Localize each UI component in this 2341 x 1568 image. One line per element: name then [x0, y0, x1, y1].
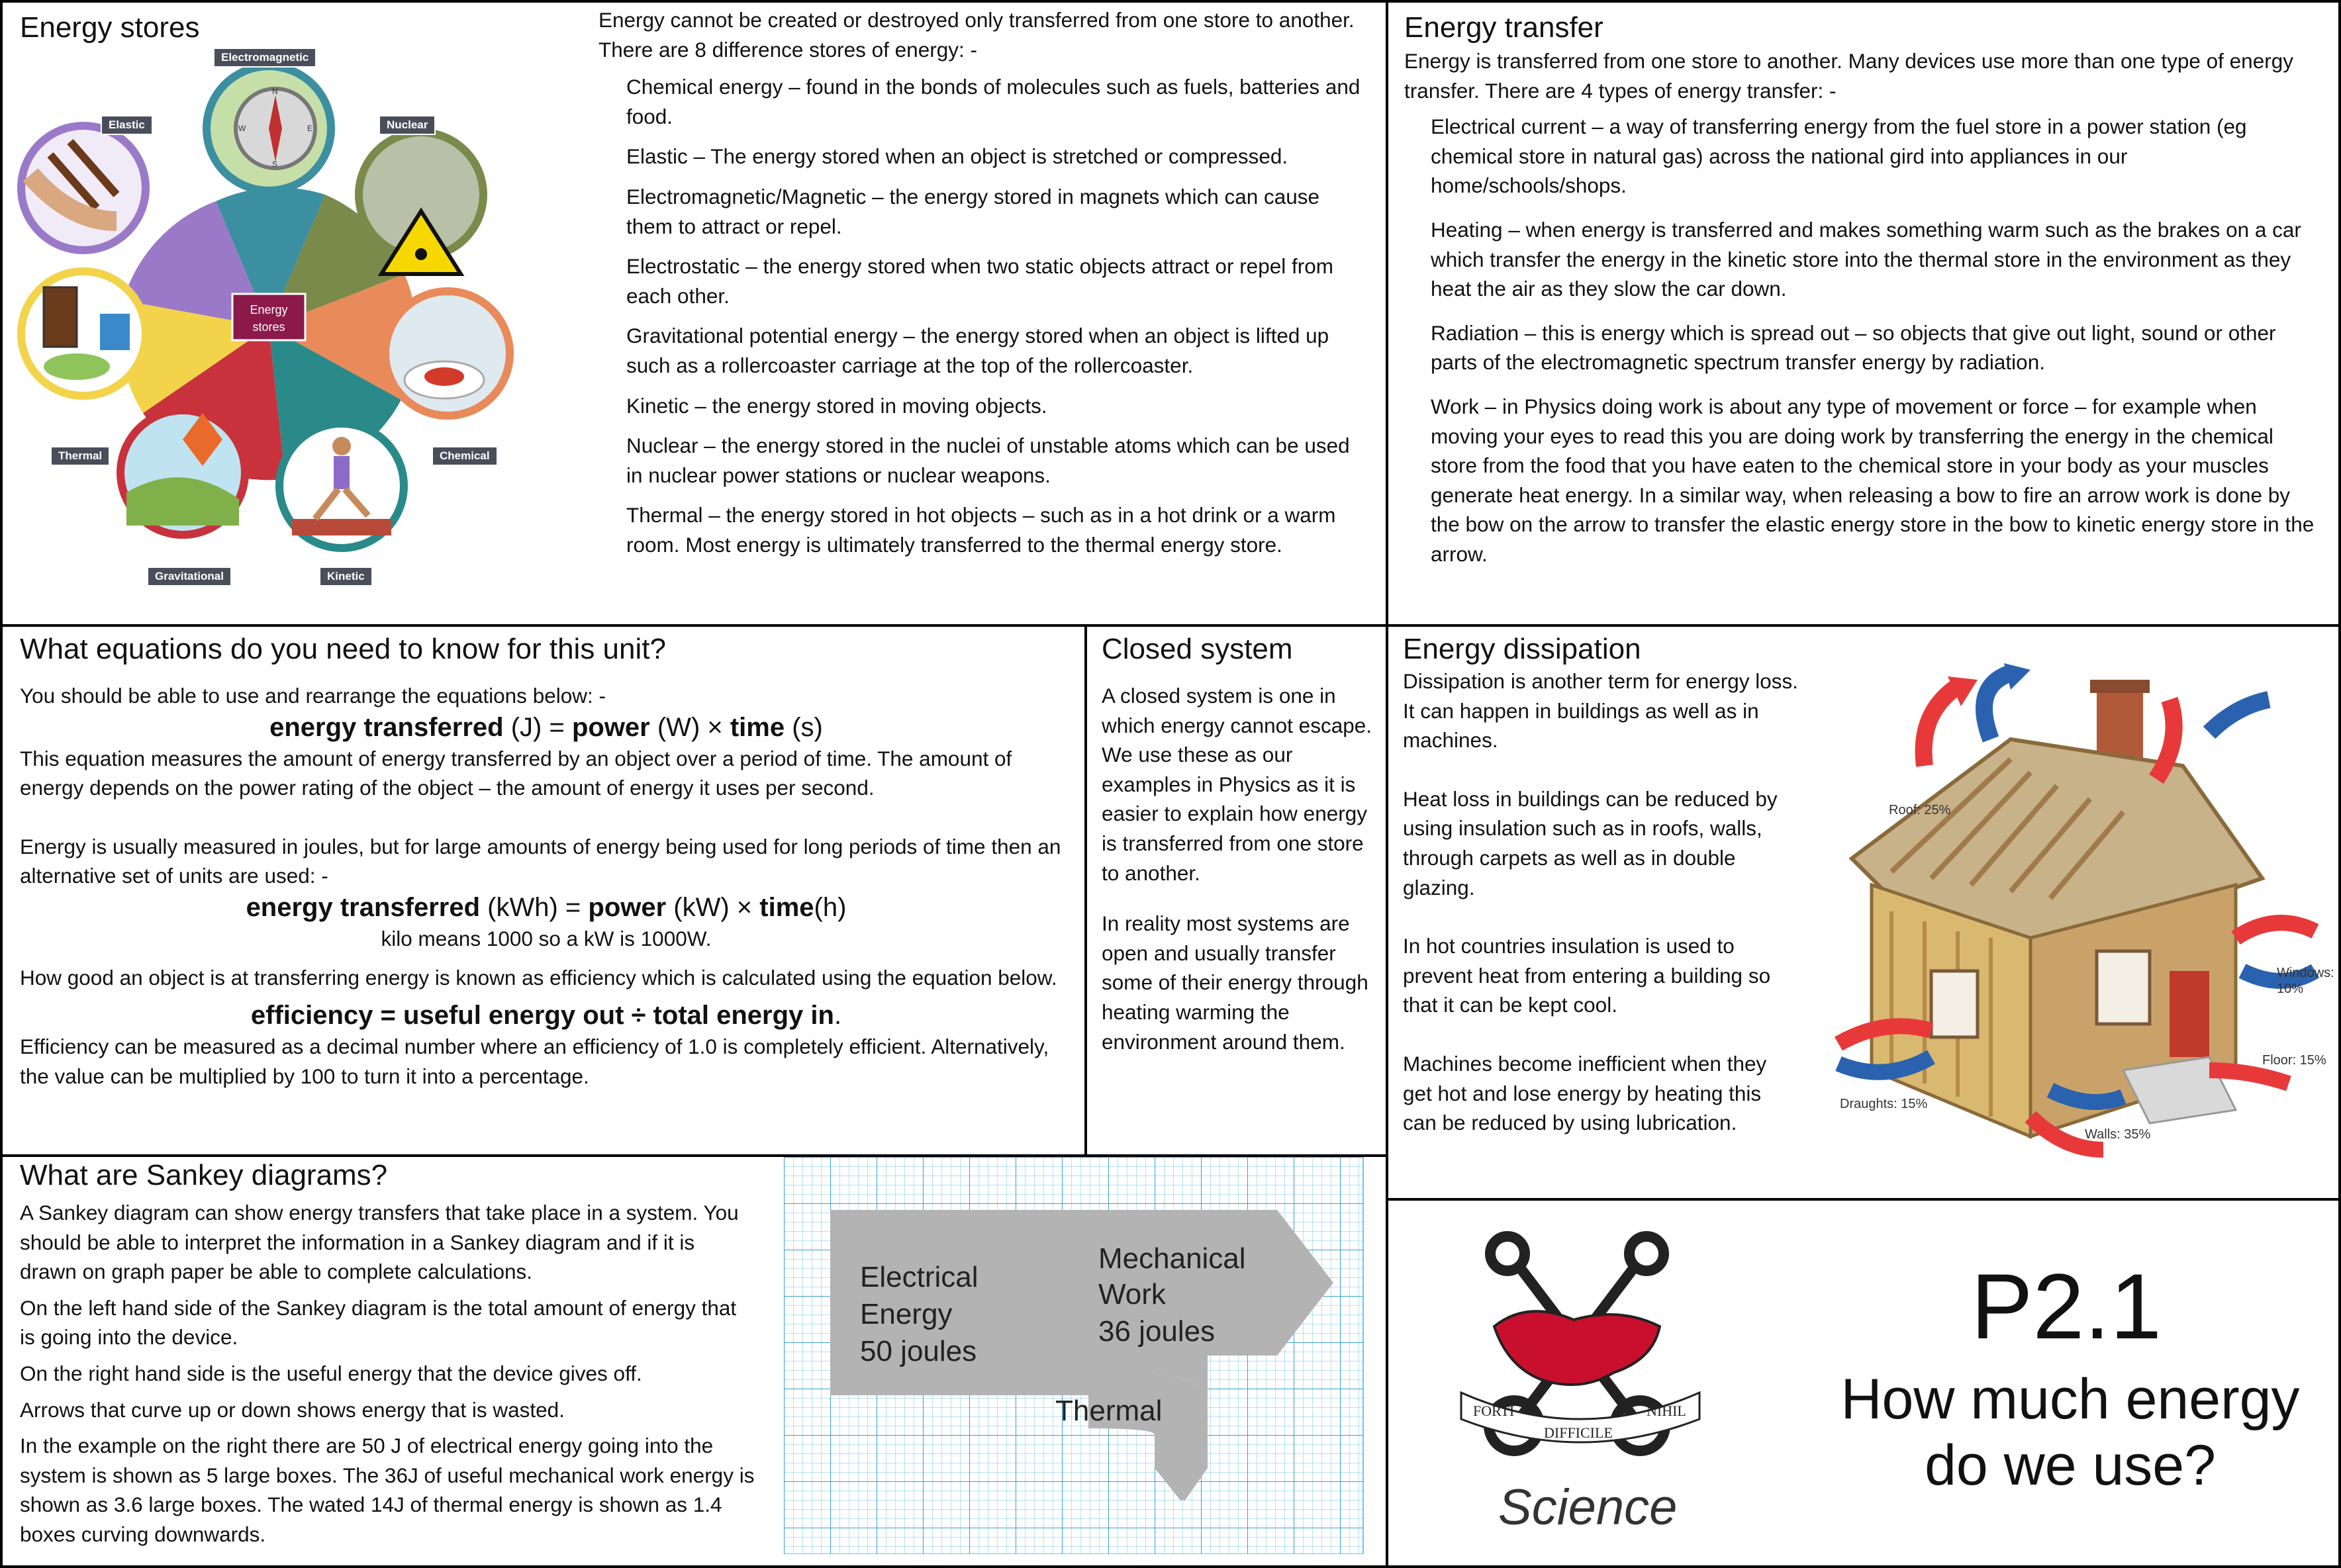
dissipation-p2: Heat loss in buildings can be reduced by using insulation such as in roofs, walls, through carpets as well as in double glazing.	[1403, 786, 1778, 899]
svg-text:S: S	[272, 160, 278, 169]
sankey-output-l1: Mechanical	[1098, 1242, 1246, 1275]
unit-question-l2: do we use?	[1925, 1434, 2216, 1497]
label-nuclear: Nuclear	[379, 115, 436, 135]
transfer-item-work: Work – in Physics doing work is about any type of movement or force – for example when moving your eyes to read this you are doing work by transferring the energy in the chemical store from the food that you have eaten to the chemical store in your body as your muscles generate heat energy. In a similar way, when releasing a bow to fire an arrow work is done by the bow on the arrow to transfer the elastic energy store in the bow to kinetic energy store in the arrow.	[1431, 394, 2315, 566]
efficiency-intro: How good an object is at transferring energy is known as efficiency which is calculated using the equation below.	[20, 965, 1057, 990]
store-item-electrostatic: Electrostatic – the energy stored when two static objects attract or repel from each other.	[626, 254, 1333, 308]
energy-transfer-title: Energy transfer	[1404, 11, 1603, 44]
transfer-item-heating: Heating – when energy is transferred and makes something warm such as the brakes on a car which transfer the energy in the kinetic store into the thermal store in the environment as they heat the air as they slow the car down.	[1431, 217, 2301, 301]
energy-transfer-text	[1404, 46, 2324, 569]
red-lion-icon	[1494, 1311, 1660, 1385]
house-label-roof: Roof: 25%	[1889, 803, 1951, 817]
sankey-output-l2: Work	[1098, 1278, 1166, 1311]
house-window-left	[1931, 971, 1978, 1037]
equations-title: What equations do you need to know for this unit?	[20, 633, 666, 665]
sankey-text	[20, 1198, 755, 1549]
energy-stores-title: Energy stores	[20, 11, 200, 44]
sankey-input-l3: 50 joules	[860, 1335, 977, 1367]
label-electromagnetic: Electromagnetic	[213, 48, 316, 68]
svg-text:Energy: Energy	[250, 303, 288, 316]
sankey-p1: A Sankey diagram can show energy transfers that take place in a system. You should be able to interpret the information in a Sankey diagram and if it is drawn on graph paper be able to complete calculations.	[20, 1201, 739, 1284]
energy-stores-panel	[3, 3, 1386, 624]
windows-arrow-red	[2236, 923, 2315, 938]
energy-transfer-list	[1431, 112, 2324, 569]
energy-stores-text	[598, 5, 1366, 560]
house-window-right	[2097, 951, 2150, 1024]
svg-text:stores: stores	[252, 320, 285, 334]
store-item-electromagnetic: Electromagnetic/Magnetic – the energy stored in magnets which can cause them to attract or repel.	[626, 184, 1320, 238]
sankey-input-l2: Energy	[860, 1298, 953, 1330]
store-item-kinetic: Kinetic – the energy stored in moving objects.	[626, 393, 1047, 418]
energy-stores-list	[626, 72, 1366, 559]
soup-bowl-icon	[44, 353, 110, 380]
sankey-diagram	[784, 1157, 1366, 1554]
kwh-intro: Energy is usually measured in joules, but for large amounts of energy being used for long periods of time then an alternative set of units are used: -	[20, 834, 1061, 888]
dissipation-p1: Dissipation is another term for energy loss. It can happen in buildings as well as in machines.	[1403, 669, 1799, 753]
dissipation-p4: Machines become inefficient when they get hot and lose energy by heating this can be reduced by using lubrication.	[1403, 1051, 1767, 1135]
house-door	[2170, 971, 2209, 1057]
sankey-waste-label: Thermal	[1055, 1395, 1163, 1427]
svg-text:E: E	[307, 124, 313, 133]
equation-energy-power-time: energy transferred (J) = power (W) × time (s)	[269, 712, 823, 742]
house-label-windows-1: Windows:	[2277, 966, 2334, 980]
sankey-p4: Arrows that curve up or down shows energy that is wasted.	[20, 1397, 565, 1422]
equation-efficiency: efficiency = useful energy out ÷ total energy in.	[250, 1001, 842, 1031]
cover-panel	[1388, 1201, 2338, 1565]
label-chemical: Chemical	[432, 446, 498, 466]
chimney-arrow-red	[2156, 700, 2174, 779]
house-label-floor: Floor: 15%	[2262, 1053, 2326, 1068]
unit-code: P2.1	[1971, 1254, 2162, 1358]
school-crest-logo	[1448, 1227, 1713, 1492]
efficiency-explanation: Efficiency can be measured as a decimal number where an efficiency of 1.0 is completely efficient. Alternatively, the value can be multiplied by 100 to turn it into a percentage.	[20, 1035, 1049, 1088]
sankey-output-l3: 36 joules	[1098, 1315, 1216, 1348]
sankey-p2: On the left hand side of the Sankey diagram is the total amount of energy that is going into the device.	[20, 1295, 737, 1350]
sankey-p3: On the right hand side is the useful energy that the device gives off.	[20, 1361, 642, 1385]
energy-stores-wheel	[16, 42, 546, 592]
house-label-draughts: Draughts: 15%	[1840, 1097, 1928, 1111]
store-item-gravitational: Gravitational potential energy – the energy stored when an object is lifted up such as a rollercoaster carriage at the top of the rollercoaster.	[626, 324, 1329, 377]
dissipation-text	[1403, 667, 1800, 1138]
store-item-elastic: Elastic – The energy stored when an object is stretched or compressed.	[626, 144, 1288, 169]
energy-transfer-intro: Energy is transferred from one store to another. Many devices use more than one type of energy transfer. There are 4 types of energy transfer: -	[1404, 49, 2293, 103]
closed-system-panel	[1087, 627, 1386, 1154]
svg-text:NIHIL: NIHIL	[1647, 1403, 1686, 1419]
closed-system-text	[1102, 681, 1380, 1056]
cafetiere-icon	[44, 287, 77, 347]
outer-border-bottom	[0, 1565, 2341, 1568]
store-item-thermal: Thermal – the energy stored in hot objects – such as in a hot drink or a warm room. Most energy is ultimately transferred to the thermal energy store.	[626, 503, 1336, 557]
closed-system-p2: In reality most systems are open and usually transfer some of their energy through heating warming the environment around them.	[1102, 911, 1368, 1054]
subject-label: Science	[1498, 1479, 1678, 1536]
outer-border-right	[2338, 0, 2341, 1568]
transfer-item-electrical: Electrical current – a way of transferring energy from the fuel store in a power station (eg chemical store in natural gas) across the national gird into appliances in our home/schools/shops.	[1431, 115, 2247, 198]
svg-text:N: N	[272, 87, 278, 96]
energy-stores-intro2: There are 8 difference stores of energy: -	[598, 37, 977, 62]
closed-system-p1: A closed system is one in which energy cannot escape. We use these as our examples in Physics as it is easier to explain how energy is transferred from one store to another.	[1102, 684, 1372, 885]
label-thermal: Thermal	[50, 446, 110, 466]
runner-head	[332, 437, 351, 455]
sankey-panel	[3, 1157, 1386, 1565]
sankey-title: What are Sankey diagrams?	[20, 1159, 388, 1191]
store-item-chemical: Chemical energy – found in the bonds of molecules such as fuels, batteries and food.	[626, 75, 1361, 128]
chimney-arrow-blue	[2209, 700, 2269, 733]
unit-question-l1: How much energy	[1840, 1367, 2300, 1431]
energy-stores-intro1: Energy cannot be created or destroyed only transferred from one store to another.	[598, 8, 1355, 32]
dissipation-p3: In hot countries insulation is used to prevent heat from entering a building so that it can be kept cool.	[1403, 934, 1771, 1017]
house-label-walls: Walls: 35%	[2085, 1127, 2151, 1142]
store-item-nuclear: Nuclear – the energy stored in the nuclei of unstable atoms which can be used in nuclear power stations or nuclear weapons.	[626, 434, 1350, 487]
equation1-explanation: This equation measures the amount of energy transferred by an object over a period of time. The amount of energy depends on the power rating of the object – the amount of energy it uses per second.	[20, 746, 1012, 800]
dissipation-title: Energy dissipation	[1403, 633, 1641, 665]
label-gravitational: Gravitational	[147, 567, 232, 586]
transfer-item-radiation: Radiation – this is energy which is spread out – so objects that give out light, sound or other parts of the electromagnetic spectrum transfer energy by radiation.	[1431, 320, 2276, 375]
svg-text:DIFFICILE: DIFFICILE	[1544, 1424, 1613, 1441]
equations-panel	[3, 627, 1084, 1154]
equations-intro: You should be able to use and rearrange the equations below: -	[20, 684, 606, 708]
svg-text:W: W	[238, 124, 246, 133]
dissipation-panel	[1388, 627, 2338, 1198]
sankey-p5: In the example on the right there are 50 J of electrical energy going into the system is shown as 5 large boxes. The 36J of useful mechanical work energy is shown as 3.6 large boxes. The wated 14J of thermal energy is shown as 1.4 boxes curving downwards.	[20, 1434, 755, 1546]
kilo-note: kilo means 1000 so a kW is 1000W.	[381, 926, 712, 950]
closed-system-title: Closed system	[1102, 633, 1293, 665]
label-elastic: Elastic	[101, 115, 153, 135]
energy-transfer-panel	[1388, 3, 2338, 624]
mug-icon	[100, 314, 130, 350]
svg-text:FORTI: FORTI	[1473, 1403, 1515, 1419]
equation-kwh: energy transferred (kWh) = power (kW) × time(h)	[246, 892, 847, 922]
equations-text	[20, 681, 1073, 1091]
roof-arrow-blue	[1984, 673, 2011, 739]
house-label-windows-2: 10%	[2277, 982, 2304, 996]
sankey-input-l1: Electrical	[860, 1261, 979, 1293]
roof-arrow-red	[1924, 686, 1958, 766]
label-kinetic: Kinetic	[319, 567, 373, 586]
